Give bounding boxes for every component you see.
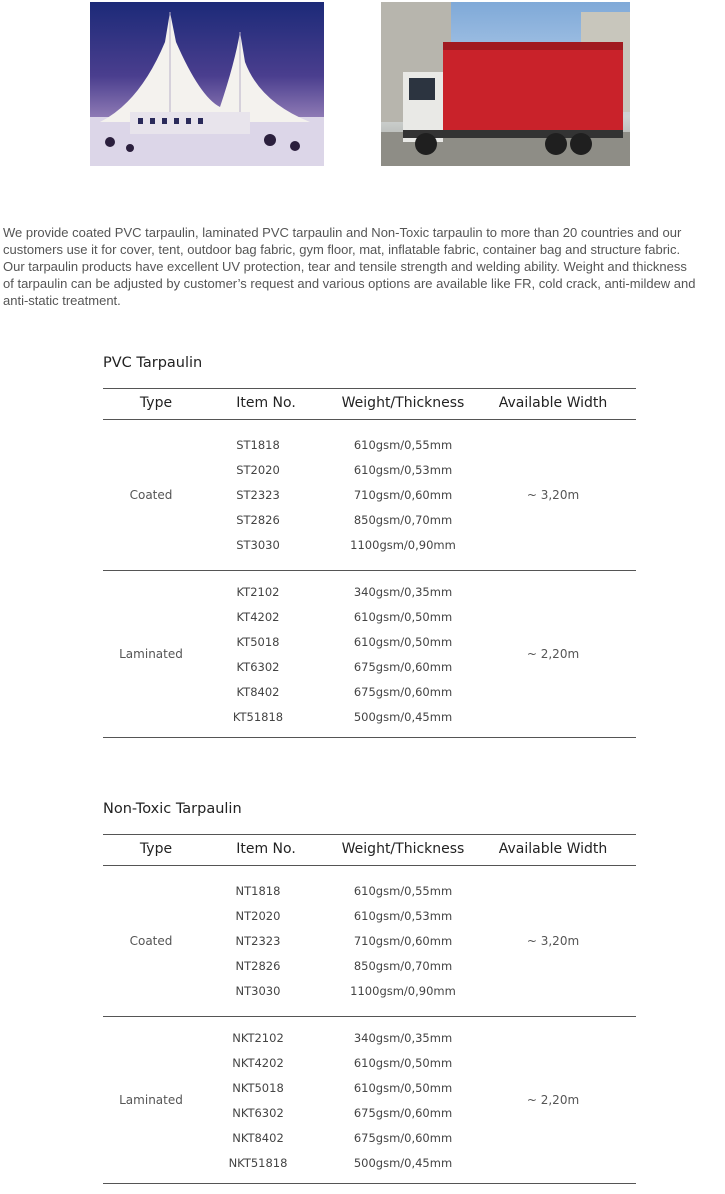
item-number-cell: NKT51818 xyxy=(228,1156,288,1170)
header-width: Available Width xyxy=(498,841,608,857)
weight-thickness-cell: 610gsm/0,53mm xyxy=(353,463,453,477)
header-type: Type xyxy=(139,841,173,857)
item-number-cell: NKT6302 xyxy=(232,1106,284,1120)
weight-thickness-cell: 340gsm/0,35mm xyxy=(353,585,453,599)
group-width: ~ 2,20m xyxy=(526,1093,580,1107)
table-row xyxy=(209,1106,483,1131)
item-number-cell: KT6302 xyxy=(236,660,280,674)
table-row xyxy=(209,1131,483,1156)
item-number-cell: KT8402 xyxy=(236,685,280,699)
group-width: ~ 3,20m xyxy=(526,488,580,502)
table-header xyxy=(103,388,636,420)
group-rows xyxy=(209,585,483,735)
weight-thickness-cell: 675gsm/0,60mm xyxy=(353,1131,453,1145)
table-row xyxy=(209,585,483,610)
intro-text xyxy=(3,224,701,309)
intro-paragraph-1: We provide coated PVC tarpaulin, laminated PVC tarpaulin and Non-Toxic tarpaulin to more than 20 countries and our customers use it for cover, tent, outdoor bag fabric, gym floor, mat, inflatable fabric, container bag and structure fabric. xyxy=(3,225,682,257)
group-width: ~ 3,20m xyxy=(526,934,580,948)
table-row xyxy=(209,959,483,984)
weight-thickness-cell: 610gsm/0,53mm xyxy=(353,909,453,923)
header-item-no: Item No. xyxy=(236,841,296,857)
weight-thickness-cell: 675gsm/0,60mm xyxy=(353,685,453,699)
weight-thickness-cell: 850gsm/0,70mm xyxy=(353,959,453,973)
item-number-cell: KT2102 xyxy=(236,585,280,599)
item-number-cell: NT2826 xyxy=(235,959,281,973)
group-rows xyxy=(209,438,483,563)
item-number-cell: NT2323 xyxy=(235,934,281,948)
table-row xyxy=(209,463,483,488)
weight-thickness-cell: 340gsm/0,35mm xyxy=(353,1031,453,1045)
item-number-cell: NT1818 xyxy=(235,884,281,898)
table-row xyxy=(209,909,483,934)
table-row xyxy=(209,538,483,563)
group-width: ~ 2,20m xyxy=(526,647,580,661)
intro-paragraph-2: Our tarpaulin products have excellent UV protection, tear and tensile strength and welding ability. Weight and thickness of tarpaulin can be adjusted by customer’s request and various options are available like FR, cold crack, anti-mildew and anti-static treatment. xyxy=(3,259,696,308)
group-rows xyxy=(209,1031,483,1181)
nontoxic-laminated-group xyxy=(103,1017,636,1184)
weight-thickness-cell: 610gsm/0,55mm xyxy=(353,884,453,898)
table-row xyxy=(209,660,483,685)
item-number-cell: NKT8402 xyxy=(232,1131,284,1145)
item-number-cell: ST3030 xyxy=(236,538,280,552)
weight-thickness-cell: 850gsm/0,70mm xyxy=(353,513,453,527)
weight-thickness-cell: 710gsm/0,60mm xyxy=(353,488,453,502)
table-row xyxy=(209,710,483,735)
nontoxic-table xyxy=(103,834,636,1184)
item-number-cell: KT51818 xyxy=(232,710,284,724)
item-number-cell: ST1818 xyxy=(236,438,280,452)
group-type: Laminated xyxy=(119,647,183,661)
table-row xyxy=(209,685,483,710)
weight-thickness-cell: 675gsm/0,60mm xyxy=(353,1106,453,1120)
item-number-cell: NKT5018 xyxy=(232,1081,284,1095)
table-header xyxy=(103,834,636,866)
table-row xyxy=(209,1056,483,1081)
item-number-cell: NKT4202 xyxy=(232,1056,284,1070)
weight-thickness-cell: 675gsm/0,60mm xyxy=(353,660,453,674)
group-rows xyxy=(209,884,483,1009)
item-number-cell: ST2020 xyxy=(236,463,280,477)
item-number-cell: NT3030 xyxy=(235,984,281,998)
truck-photo xyxy=(381,2,630,166)
table-row xyxy=(209,488,483,513)
header-weight: Weight/Thickness xyxy=(341,395,465,411)
table-row xyxy=(209,610,483,635)
weight-thickness-cell: 500gsm/0,45mm xyxy=(353,710,453,724)
item-number-cell: ST2323 xyxy=(236,488,280,502)
table-row xyxy=(209,884,483,909)
header-weight: Weight/Thickness xyxy=(341,841,465,857)
weight-thickness-cell: 610gsm/0,50mm xyxy=(353,1056,453,1070)
table-row xyxy=(209,513,483,538)
tent-photo xyxy=(90,2,324,166)
weight-thickness-cell: 610gsm/0,55mm xyxy=(353,438,453,452)
group-type: Laminated xyxy=(119,1093,183,1107)
item-number-cell: NT2020 xyxy=(235,909,281,923)
weight-thickness-cell: 610gsm/0,50mm xyxy=(353,635,453,649)
item-number-cell: ST2826 xyxy=(236,513,280,527)
table-row xyxy=(209,438,483,463)
header-width: Available Width xyxy=(498,395,608,411)
weight-thickness-cell: 500gsm/0,45mm xyxy=(353,1156,453,1170)
pvc-coated-group xyxy=(103,420,636,571)
weight-thickness-cell: 610gsm/0,50mm xyxy=(353,1081,453,1095)
nontoxic-coated-group xyxy=(103,866,636,1017)
weight-thickness-cell: 1100gsm/0,90mm xyxy=(350,538,456,552)
table-row xyxy=(209,1156,483,1181)
item-number-cell: KT5018 xyxy=(236,635,280,649)
group-type: Coated xyxy=(129,488,173,502)
pvc-table xyxy=(103,388,636,738)
table-row xyxy=(209,984,483,1009)
header-type: Type xyxy=(139,395,173,411)
pvc-laminated-group xyxy=(103,571,636,738)
weight-thickness-cell: 1100gsm/0,90mm xyxy=(350,984,456,998)
table-row xyxy=(209,934,483,959)
table-row xyxy=(209,1081,483,1106)
item-number-cell: NKT2102 xyxy=(232,1031,284,1045)
weight-thickness-cell: 610gsm/0,50mm xyxy=(353,610,453,624)
pvc-section-title: PVC Tarpaulin xyxy=(103,355,203,371)
weight-thickness-cell: 710gsm/0,60mm xyxy=(353,934,453,948)
item-number-cell: KT4202 xyxy=(236,610,280,624)
table-row xyxy=(209,1031,483,1056)
nontoxic-section-title: Non-Toxic Tarpaulin xyxy=(103,801,242,817)
group-type: Coated xyxy=(129,934,173,948)
header-item-no: Item No. xyxy=(236,395,296,411)
table-row xyxy=(209,635,483,660)
